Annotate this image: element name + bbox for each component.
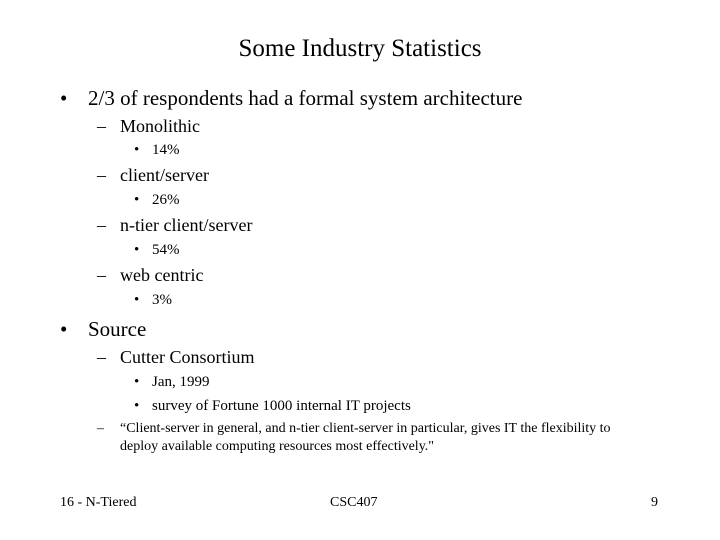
sub-bullet-marker: •	[134, 192, 140, 208]
sub-bullet-marker: •	[134, 292, 140, 308]
source-date: Jan, 1999	[152, 374, 210, 390]
sub-bullet-marker: •	[134, 242, 140, 258]
dash-marker: –	[97, 165, 106, 185]
value-monolithic: 14%	[152, 142, 180, 158]
dash-marker: –	[97, 265, 106, 285]
value-client-server: 26%	[152, 192, 180, 208]
item-monolithic: Monolithic	[120, 116, 200, 136]
slide-title: Some Industry Statistics	[238, 35, 482, 62]
bullet-marker: •	[60, 317, 68, 341]
source-quote: “Client-server in general, and n-tier client-server in particular, gives IT the flexibility to deploy available computing resources most effectively."	[120, 421, 611, 454]
footer-section: 16 - N-Tiered	[60, 495, 137, 510]
source-name: Cutter Consortium	[120, 347, 255, 367]
bullet-source: Source	[88, 317, 147, 341]
sub-bullet-marker: •	[134, 374, 140, 390]
sub-bullet-marker: •	[134, 398, 140, 414]
item-client-server: client/server	[120, 165, 209, 185]
bullet-marker: •	[60, 86, 68, 110]
source-survey: survey of Fortune 1000 internal IT projects	[152, 398, 411, 414]
dash-marker: –	[97, 116, 106, 136]
value-n-tier-client-server: 54%	[152, 242, 180, 258]
value-web-centric: 3%	[152, 292, 172, 308]
footer-course: CSC407	[330, 495, 378, 510]
item-n-tier-client-server: n-tier client/server	[120, 215, 253, 235]
sub-bullet-marker: •	[134, 142, 140, 158]
footer-page-number: 9	[651, 495, 658, 510]
dash-marker: –	[97, 347, 106, 367]
item-web-centric: web centric	[120, 265, 204, 285]
dash-marker: –	[97, 215, 106, 235]
bullet-formal-architecture: 2/3 of respondents had a formal system architecture	[88, 86, 523, 110]
dash-marker: –	[97, 421, 104, 436]
